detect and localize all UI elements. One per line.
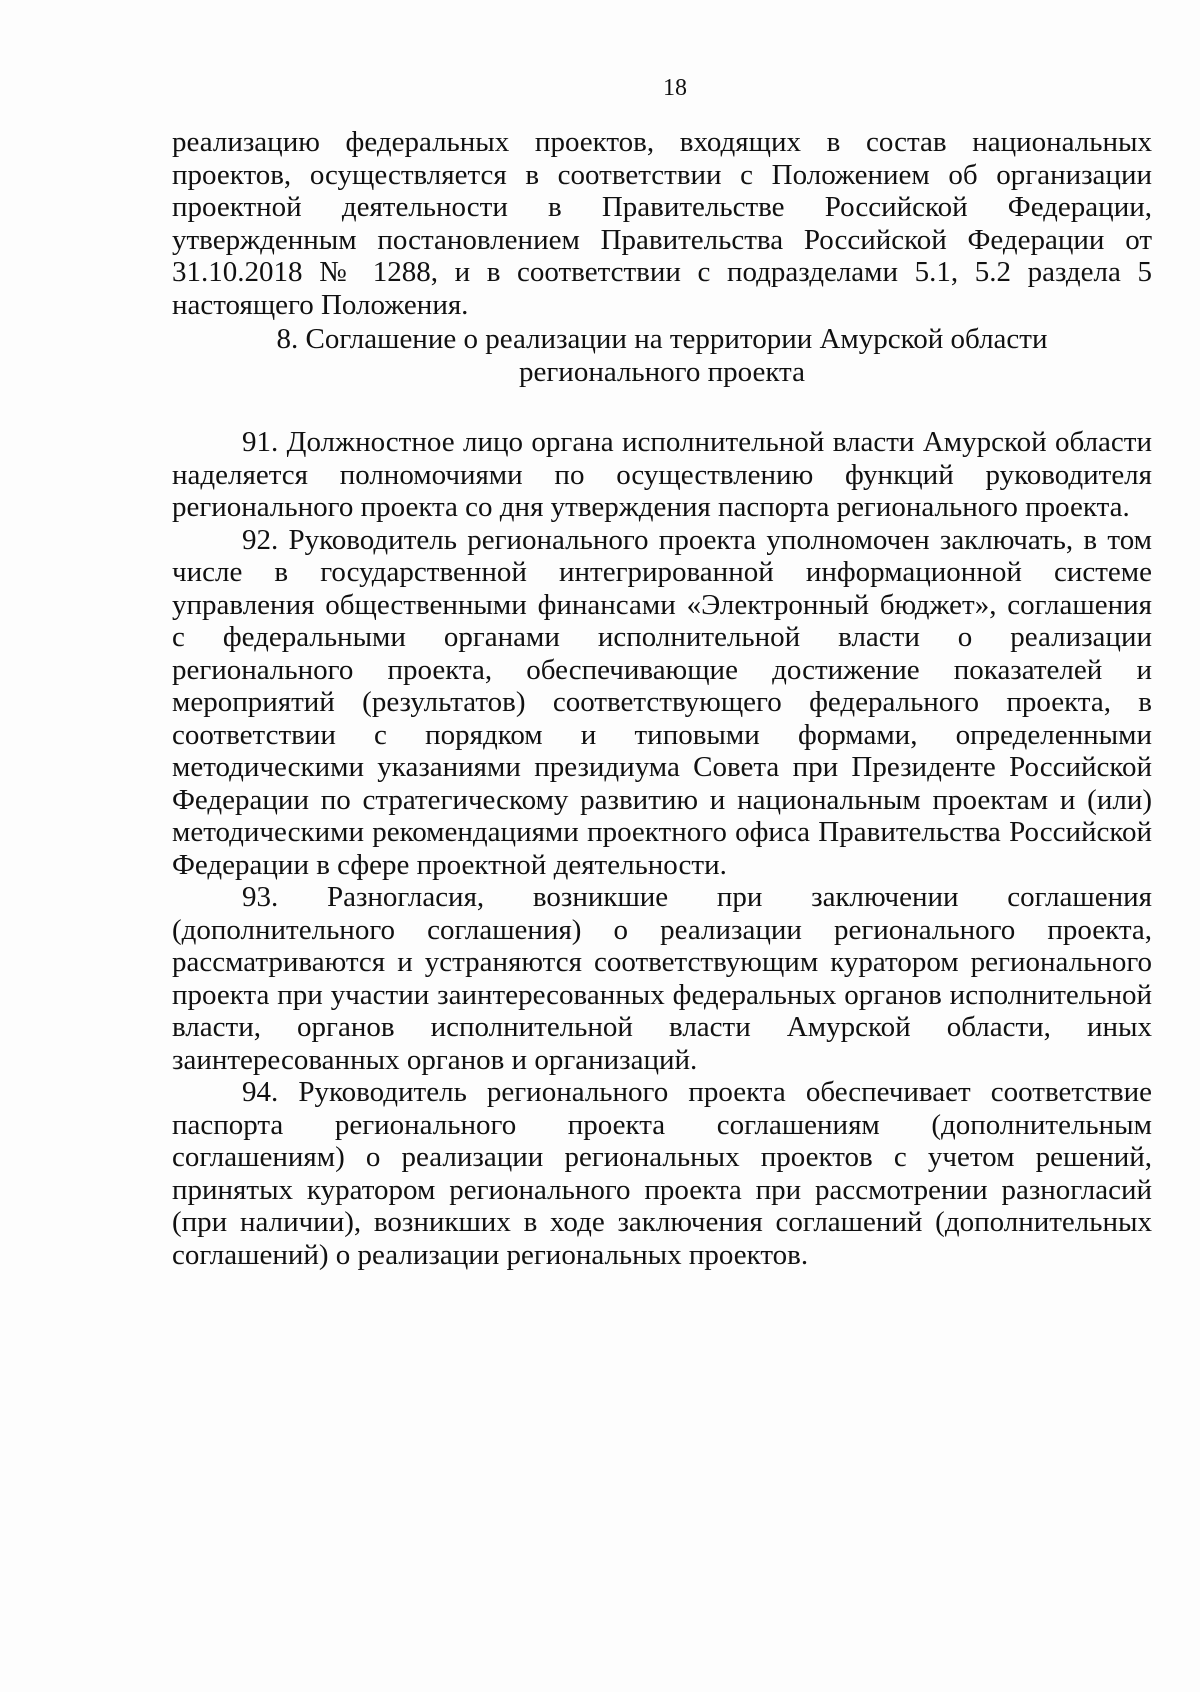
- page-number: 18: [663, 75, 687, 101]
- clause-93: 93. Разногласия, возникшие при заключении соглашения (дополнительного соглашения) о реализации регионального проекта, рассматриваются и устраняются соответствующим куратором регионального проекта при участии заинтересованных федеральных органов исполнительной власти, органов исполнительной власти Амурской области, иных заинтересованных органов и организаций.: [172, 881, 1152, 1076]
- section-heading-line-2: регионального проекта: [519, 355, 805, 388]
- clause-91: 91. Должностное лицо органа исполнительной власти Амурской области наделяется полномочиями по осуществлению функций руководителя регионального проекта со дня утверждения паспорта регионального проекта.: [172, 426, 1152, 523]
- clause-92: 92. Руководитель регионального проекта уполномочен заключать, в том числе в государственной интегрированной информационной системе управления общественными финансами «Электронный бюджет», соглашения с федеральными органами исполнительной власти о реализации регионального проекта, обеспечивающие достижение показателей и мероприятий (результатов) соответствующего федерального проекта, в соответствии с порядком и типовыми формами, определенными методическими указаниями президиума Совета при Президенте Российской Федерации по стратегическому развитию и национальным проектам и (или) методическими рекомендациями проектного офиса Правительства Российской Федерации в сфере проектной деятельности.: [172, 523, 1152, 881]
- section-heading: [172, 323, 1152, 388]
- clauses-block: [172, 426, 1152, 1271]
- section-heading-line-1: 8. Соглашение о реализации на территории Амурской области: [276, 323, 1048, 355]
- intro-block: [172, 126, 1152, 321]
- clause-94: 94. Руководитель регионального проекта обеспечивает соответствие паспорта регионального проекта соглашениям (дополнительным соглашениям) о реализации региональных проектов с учетом решений, принятых куратором регионального проекта при рассмотрении разногласий (при наличии), возникших в ходе заключения соглашений (дополнительных соглашений) о реализации региональных проектов.: [172, 1076, 1152, 1271]
- intro-paragraph: реализацию федеральных проектов, входящих в состав национальных проектов, осуществляется в соответствии с Положением об организации проектной деятельности в Правительстве Российской Федерации, утвержденным постановлением Правительства Российской Федерации от 31.10.2018 № 1288, и в соответствии с подразделами 5.1, 5.2 раздела 5 настоящего Положения.: [172, 126, 1152, 321]
